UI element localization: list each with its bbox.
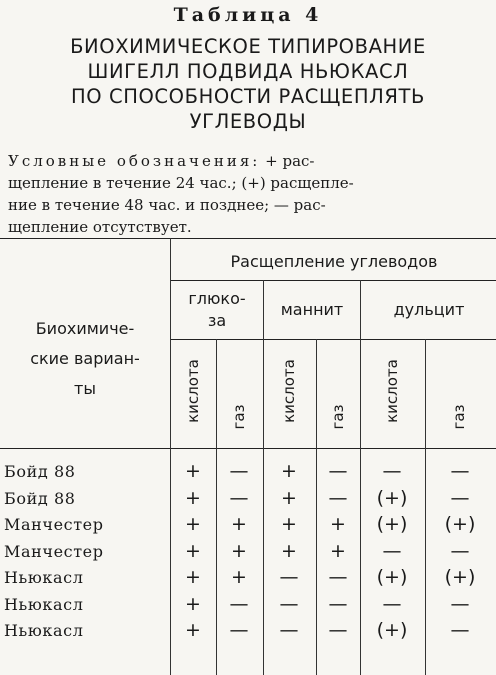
table-cell: — [328,619,348,641]
subheader-gas: газ [230,404,248,430]
table-cell: — [450,592,470,615]
row-name: Ньюкасл [4,621,84,640]
table-top-rule [0,238,496,239]
table-cell: — [328,486,348,509]
column-divider [425,339,426,675]
table-cell: — [328,566,348,588]
table-cell: + [281,460,297,482]
data-table [0,238,496,675]
carb-header-dulcitol: дульцит [393,300,465,319]
title-line: БИОХИМИЧЕСКОЕ ТИПИРОВАНИЕ [70,35,426,58]
table-cell: + [330,539,346,562]
table-cell: + [185,460,201,482]
row-name: Ньюкасл [4,594,84,614]
table-cell: + [185,513,201,535]
table-cell: — [229,592,249,615]
table-cell: — [382,592,402,615]
table-cell: + [185,619,201,641]
table-cell: (+) [376,619,408,641]
table-cell: — [328,460,348,482]
table-cell: — [229,619,249,641]
title-line: УГЛЕВОДЫ [189,110,307,133]
table-cell: + [231,513,247,535]
row-name: Бойд 88 [4,488,76,508]
carb-header-mannitol: маннит [280,300,344,319]
table-cell: — [382,539,402,562]
subheader-gas: газ [450,404,468,430]
table-cell: — [229,486,249,509]
row-name: Ньюкасл [4,568,84,587]
table-cell: (+) [444,566,476,588]
table-caption: Таблица 4 [173,4,323,26]
legend-line: + рас- [265,152,315,170]
row-name: Бойд 88 [4,462,76,481]
table-cell: + [330,513,346,535]
row-name: Манчестер [4,515,104,534]
table-cell: + [281,539,297,562]
table-cell: (+) [376,513,408,535]
legend-line: ние в течение 48 час. и позднее; — рас- [8,196,326,214]
table-title [0,34,496,134]
table-cell: — [382,460,402,482]
carb-header-glucose [172,288,262,332]
table-cell: + [231,566,247,588]
row-header-line: Биохимиче- [35,319,135,338]
table-cell: (+) [376,566,408,588]
table-cell: + [231,539,247,562]
row-header [4,314,166,404]
table-cell: — [328,592,348,615]
table-cell: — [279,592,299,615]
title-line: ПО СПОСОБНОСТИ РАСЩЕПЛЯТЬ [70,85,426,108]
header-bottom-rule [0,448,496,449]
table-cell: — [279,566,299,588]
table-cell: + [281,513,297,535]
table-cell: + [281,486,297,509]
carb-header-rule [170,339,496,340]
table-cell: + [185,592,201,615]
table-cell: — [229,460,249,482]
row-header-line: ты [74,379,96,398]
subheader-acid: кислота [280,359,298,423]
row-name: Манчестер [4,541,104,561]
legend-line: щепление в течение 24 час.; (+) расщепле- [8,174,354,192]
table-cell: — [279,619,299,641]
subheader-acid: кислота [383,359,401,423]
column-divider [263,280,264,675]
table-cell: — [450,539,470,562]
subheader-acid: кислота [184,359,202,423]
table-cell: + [185,486,201,509]
table-cell: (+) [444,513,476,535]
table-cell: — [450,460,470,482]
group-header-rule [170,280,496,281]
legend-line: щепление отсутствует. [8,218,192,236]
table-cell: + [185,539,201,562]
carb-name-line: за [207,311,227,330]
table-cell: — [450,486,470,509]
title-line: ШИГЕЛЛ ПОДВИДА НЬЮКАСЛ [87,60,409,83]
row-header-line: ские вариан- [30,349,140,368]
table-cell: + [185,566,201,588]
subheader-gas: газ [329,404,347,430]
legend-note [8,150,492,238]
legend-label: Условные обозначения: [8,152,261,170]
table-cell: — [450,619,470,641]
group-header: Расщепление углеводов [230,252,438,271]
table-cell: (+) [376,486,408,509]
carb-name-line: глюко- [188,289,246,308]
